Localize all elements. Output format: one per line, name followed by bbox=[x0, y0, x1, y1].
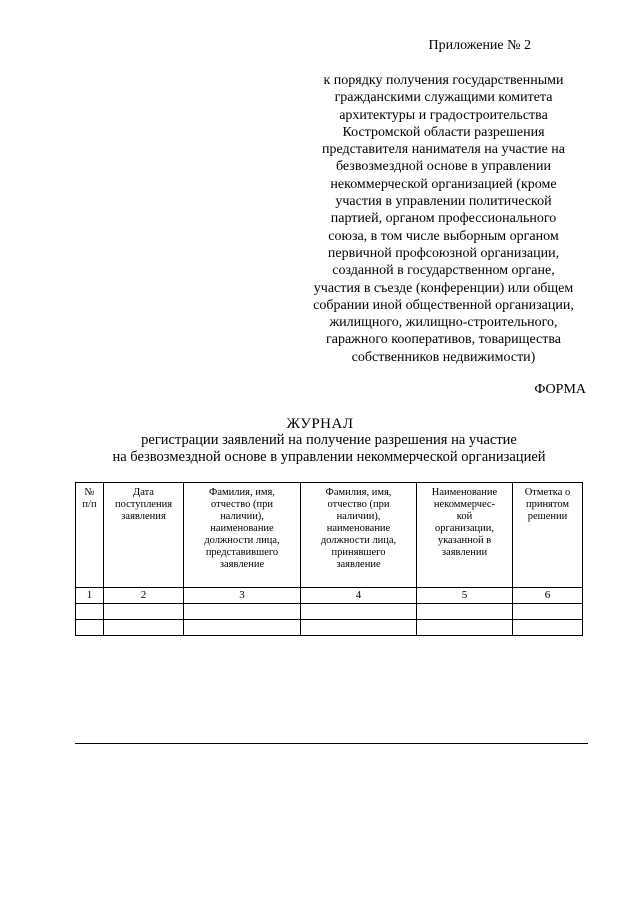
form-label: ФОРМА bbox=[534, 382, 586, 397]
appendix-title: Приложение № 2 bbox=[428, 38, 531, 53]
column-number-cell: 2 bbox=[104, 588, 184, 604]
header-cell-line: наличии), bbox=[220, 511, 264, 522]
header-cell-line: должности лица, bbox=[320, 535, 397, 546]
appendix-line: представителя нанимателя на участие на bbox=[322, 142, 565, 158]
appendix-line: гражданскими служащими комитета bbox=[334, 90, 553, 106]
appendix-line: созданной в государственном органе, bbox=[332, 263, 555, 279]
table-header-row bbox=[76, 483, 583, 588]
header-cell-line: кой bbox=[456, 511, 473, 522]
table-header-cell bbox=[184, 483, 301, 588]
column-number-cell: 5 bbox=[417, 588, 513, 604]
registration-journal-table bbox=[75, 482, 583, 636]
journal-subtitle-line: регистрации заявлений на получение разрешения на участие bbox=[141, 432, 517, 448]
table-cell[interactable] bbox=[417, 604, 513, 620]
table-header-cell bbox=[301, 483, 417, 588]
table-header-cell bbox=[76, 483, 104, 588]
header-cell-line: заявления bbox=[121, 511, 166, 522]
table-cell[interactable] bbox=[301, 604, 417, 620]
header-cell-line: Отметка о bbox=[524, 487, 571, 498]
header-cell-line: некоммерчес- bbox=[433, 499, 496, 510]
table-cell[interactable] bbox=[104, 604, 184, 620]
appendix-line: союза, в том числе выборным органом bbox=[328, 228, 559, 244]
appendix-line: гаражного кооперативов, товарищества bbox=[326, 332, 561, 348]
appendix-line: архитектуры и градостроительства bbox=[339, 107, 548, 123]
header-cell-line: представившего bbox=[205, 547, 279, 558]
appendix-line: жилищного, жилищно-строительного, bbox=[329, 315, 558, 331]
header-cell-line: заявление bbox=[219, 559, 265, 570]
appendix-line: участия в управлении политической bbox=[335, 194, 552, 210]
table-cell[interactable] bbox=[76, 604, 104, 620]
header-cell-line: указанной в bbox=[437, 535, 492, 546]
journal-title: ЖУРНАЛ bbox=[286, 416, 354, 432]
appendix-description bbox=[296, 72, 591, 366]
header-cell-line: поступления bbox=[114, 499, 173, 510]
header-cell-line: Фамилия, имя, bbox=[325, 487, 392, 498]
journal-subtitle bbox=[60, 432, 598, 466]
table-cell[interactable] bbox=[184, 620, 301, 636]
appendix-line: безвозмездной основе в управлении bbox=[335, 159, 552, 175]
column-number-cell: 6 bbox=[513, 588, 583, 604]
header-cell-line: № bbox=[84, 487, 95, 498]
table-row bbox=[76, 604, 583, 620]
table-cell[interactable] bbox=[513, 620, 583, 636]
header-cell-line: Дата bbox=[133, 487, 154, 498]
table-row bbox=[76, 620, 583, 636]
header-cell-line: отчество (при bbox=[211, 499, 273, 510]
header-cell-line: Наименование bbox=[431, 487, 498, 498]
appendix-line: Костромской области разрешения bbox=[342, 124, 545, 140]
table-cell[interactable] bbox=[184, 604, 301, 620]
footer-divider bbox=[75, 743, 588, 744]
header-cell-line: принявшего bbox=[331, 547, 386, 558]
table-header-cell bbox=[513, 483, 583, 588]
appendix-line: собственников недвижимости) bbox=[351, 349, 536, 365]
header-cell-line: отчество (при bbox=[327, 499, 390, 510]
column-number-cell: 4 bbox=[301, 588, 417, 604]
header-cell-line: должности лица, bbox=[204, 535, 280, 546]
header-cell-line: п/п bbox=[82, 499, 97, 510]
appendix-line: первичной профсоюзной организации, bbox=[327, 245, 560, 261]
appendix-line: партией, органом профессионального bbox=[330, 211, 557, 227]
table-cell[interactable] bbox=[301, 620, 417, 636]
table-header-cell bbox=[104, 483, 184, 588]
appendix-line: к порядку получения государственными bbox=[323, 73, 564, 88]
column-numbers-row bbox=[76, 588, 583, 604]
header-cell-line: заявлении bbox=[441, 547, 488, 558]
appendix-line: собрании иной общественной организации, bbox=[313, 297, 574, 313]
table-cell[interactable] bbox=[104, 620, 184, 636]
header-cell-line: решении bbox=[527, 511, 568, 522]
appendix-line: некоммерческой организацией (кроме bbox=[330, 176, 557, 192]
header-cell-line: наличии), bbox=[336, 511, 381, 522]
table-header-cell bbox=[417, 483, 513, 588]
header-cell-line: наименование bbox=[326, 523, 391, 534]
table-cell[interactable] bbox=[513, 604, 583, 620]
appendix-line: участия в съезде (конференции) или общем bbox=[313, 280, 574, 296]
journal-subtitle-line: на безвозмездной основе в управлении некоммерческой организацией bbox=[112, 449, 546, 465]
header-cell-line: заявление bbox=[336, 559, 381, 570]
column-number-cell: 3 bbox=[184, 588, 301, 604]
column-number-cell: 1 bbox=[76, 588, 104, 604]
table-cell[interactable] bbox=[417, 620, 513, 636]
table-cell[interactable] bbox=[76, 620, 104, 636]
header-cell-line: организации, bbox=[435, 523, 494, 534]
header-cell-line: Фамилия, имя, bbox=[209, 487, 275, 498]
header-cell-line: принятом bbox=[525, 499, 570, 510]
header-cell-line: наименование bbox=[210, 523, 274, 534]
